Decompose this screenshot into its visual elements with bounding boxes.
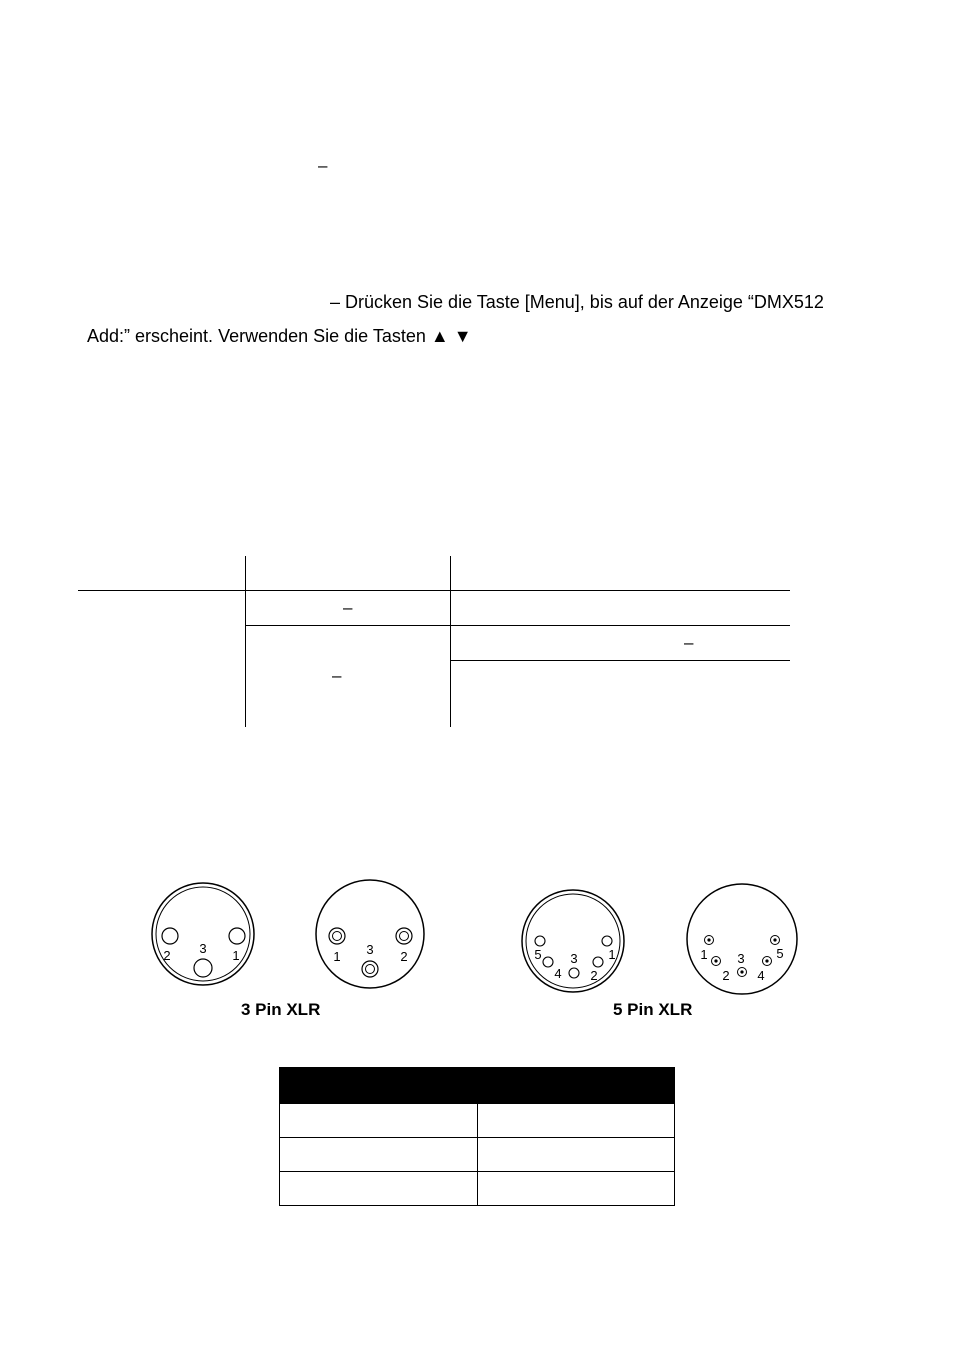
paragraph-line-2: Add:” erscheint. Verwenden Sie die Tasten ▲ ▼ [87,326,472,346]
table-row2-col3-dash: – [684,633,694,652]
xlr5-female-label-4: 4 [757,968,765,983]
table-cell [477,1104,675,1138]
table-cell [477,1138,675,1172]
table-header-cell [280,1068,478,1104]
xlr5-male-label-4: 4 [554,966,562,981]
xlr3-female-label-2: 2 [400,949,408,964]
table-row2-col2-dash: – [332,666,342,685]
xlr-connector-diagrams [0,870,954,1000]
xlr5-female-label-1: 1 [700,947,708,962]
table-col-divider-1 [245,556,246,727]
xlr3-caption: 3 Pin XLR [241,1000,321,1019]
table-row [280,1138,675,1172]
xlr5-male-label-2: 2 [590,968,598,983]
xlr3-male-label-2: 2 [163,948,171,963]
table-cell [477,1172,675,1206]
table-col-divider-2 [450,556,451,727]
xlr5-caption: 5 Pin XLR [613,1000,693,1019]
xlr3-male-label-3: 3 [199,941,207,956]
xlr3-female-label-3: 3 [366,942,374,957]
paragraph-line-1: – Drücken Sie die Taste [Menu], bis auf der Anzeige “DMX512 [330,292,824,312]
xlr5-female-label-2: 2 [722,968,730,983]
xlr5-female-label-5: 5 [776,946,784,961]
table-cell [280,1138,478,1172]
xlr5-male-label-3: 3 [570,951,578,966]
table-cell [280,1172,478,1206]
xlr5-male-label-5: 5 [534,947,542,962]
xlr3-female-connector [316,880,424,988]
xlr5-male-label-1: 1 [608,947,616,962]
table-row-rule-1 [245,625,790,626]
table-header-row [280,1068,675,1104]
table-row-rule-2 [450,660,790,661]
table-cell [280,1104,478,1138]
xlr5-male-connector [522,890,624,992]
table-header-cell [477,1068,675,1104]
table-row [280,1104,675,1138]
xlr5-female-label-3: 3 [737,951,745,966]
dash-mark-top: – [318,156,328,175]
xlr5-female-connector [687,884,797,994]
table-row1-dash: – [343,598,353,617]
xlr3-male-connector [152,883,254,985]
table-header-rule [78,590,790,591]
xlr3-female-label-1: 1 [333,949,341,964]
xlr3-male-label-1: 1 [232,948,240,963]
pin-assignment-table [279,1067,675,1206]
table-row [280,1172,675,1206]
